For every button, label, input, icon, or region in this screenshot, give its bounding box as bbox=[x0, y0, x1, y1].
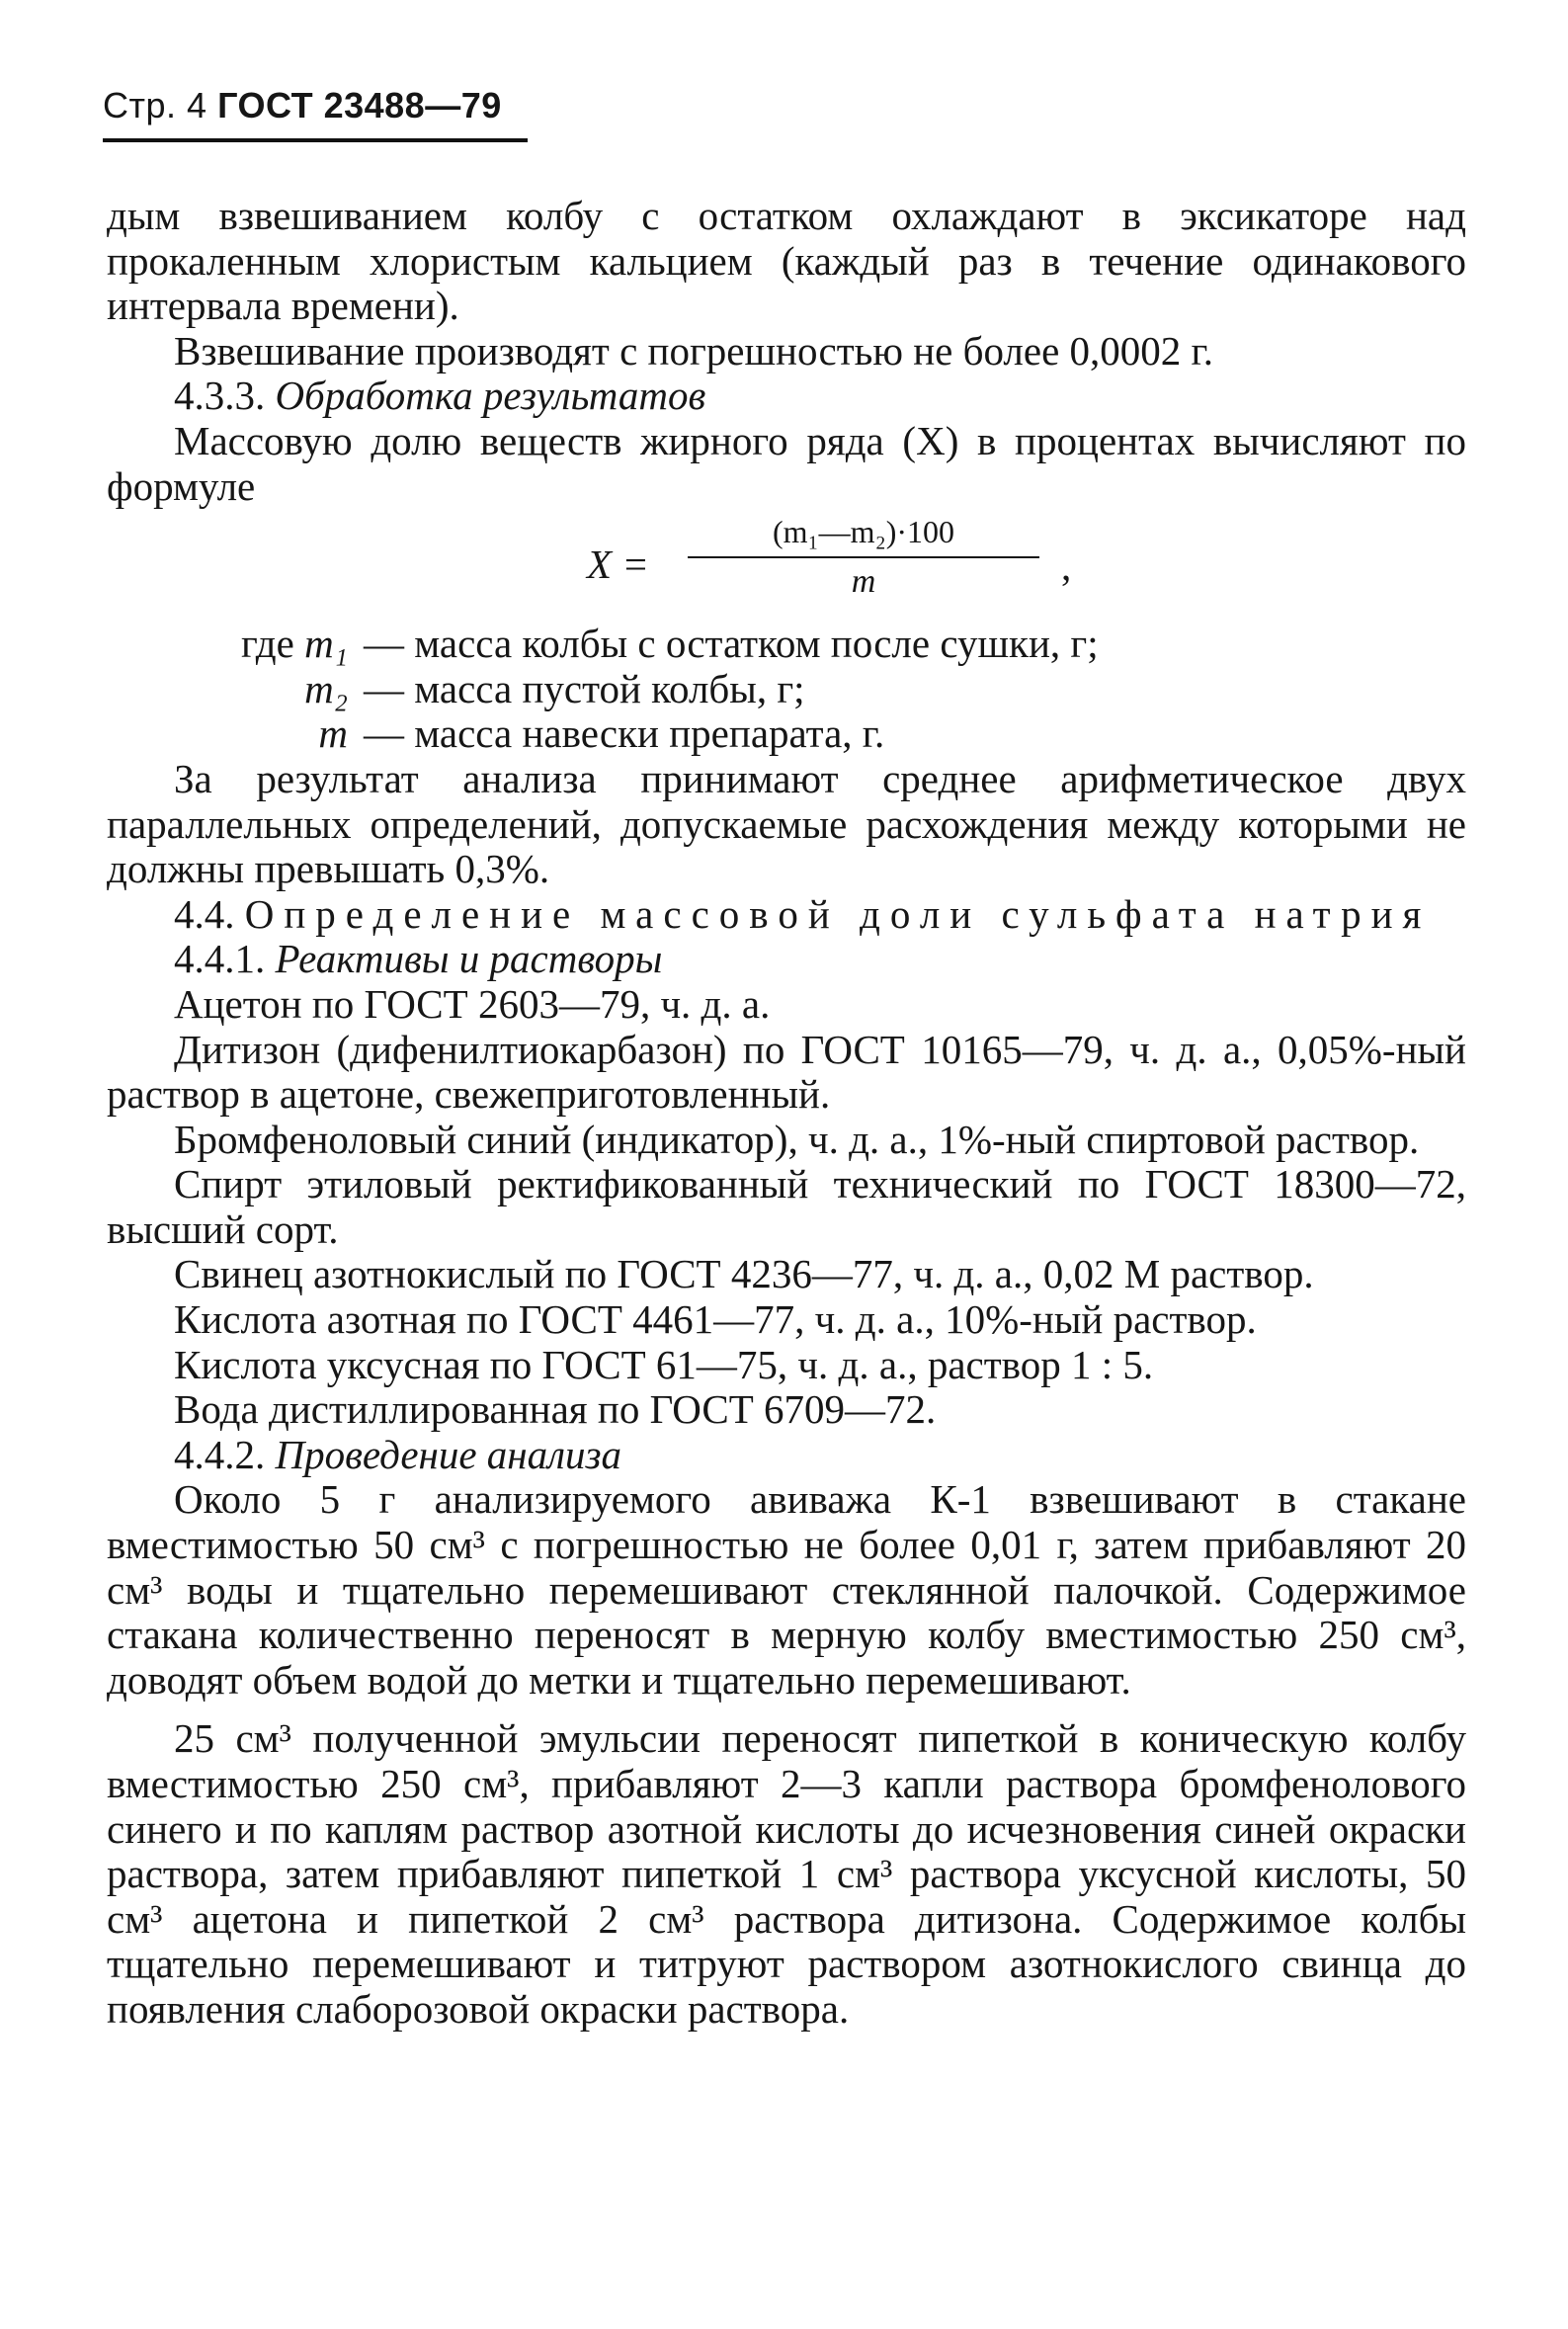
standard-number: ГОСТ 23488—79 bbox=[217, 85, 502, 125]
legend-row bbox=[107, 667, 1466, 712]
legend-lead: где bbox=[241, 621, 294, 667]
fraction-bar bbox=[688, 556, 1039, 558]
legend-symbol: m bbox=[318, 710, 348, 757]
document-body bbox=[107, 194, 1466, 2033]
reagent-dithizone: Дитизон (дифенилтиокарбазон) по ГОСТ 10165—79, ч. д. а., 0,05%-ный раствор в ацетоне, свежеприготовленный. bbox=[107, 1026, 1466, 1118]
reagent-lead-nitrate: Свинец азотнокислый по ГОСТ 4236—77, ч. д. а., 0,02 М раствор. bbox=[174, 1251, 1314, 1297]
page-number: Стр. 4 bbox=[103, 85, 207, 125]
section-title: Обработка результатов bbox=[275, 373, 706, 419]
paragraph-weighing-accuracy: Взвешивание производят с погрешностью не более 0,0002 г. bbox=[174, 327, 1213, 374]
paragraph-continuation: дым взвешиванием колбу с остатком охлаждают в эксикаторе над прокаленным хлористым кальцием (каждый раз в течение одинакового интервала времени). bbox=[107, 193, 1466, 329]
reagent-ethyl-alcohol: Спирт этиловый ректификованный технический по ГОСТ 18300—72, высший сорт. bbox=[107, 1161, 1466, 1252]
section-number: 4.4. bbox=[174, 890, 235, 937]
section-number: 4.4.1. bbox=[174, 936, 266, 982]
paragraph-titration: 25 см³ полученной эмульсии переносят пипеткой в коническую колбу вместимостью 250 см³, прибавляют 2—3 капли раствора бромфенолового синего и по каплям раствор азотной кислоты до исчезновения синей окраски раствора, затем прибавляют пипеткой 1 см³ раствора уксусной кислоты, 50 см³ ацетона и пипеткой 2 см³ раствора дитизона. Содержимое колбы тщательно перемешивают и титруют раствором азотнокислого свинца до появления слаборозовой окраски раствора. bbox=[107, 1715, 1466, 2032]
section-heading-4-4-2 bbox=[107, 1433, 1466, 1478]
legend-text: — масса пустой колбы, г; bbox=[364, 665, 805, 711]
reagent-acetic-acid: Кислота уксусная по ГОСТ 61—75, ч. д. а., раствор 1 : 5. bbox=[174, 1341, 1154, 1387]
section-heading-4-4-1 bbox=[107, 937, 1466, 982]
formula-mass-fraction bbox=[107, 513, 1466, 616]
reagent-acetone: Ацетон по ГОСТ 2603—79, ч. д. а. bbox=[174, 980, 771, 1027]
formula-denominator: m bbox=[851, 563, 876, 601]
legend-text: — масса колбы с остатком после сушки, г; bbox=[364, 621, 1099, 667]
legend-symbol: m₁ bbox=[304, 621, 348, 667]
reagent-nitric-acid: Кислота азотная по ГОСТ 4461—77, ч. д. а., 10%-ный раствор. bbox=[174, 1296, 1257, 1343]
legend-row bbox=[107, 622, 1466, 667]
legend-text: — масса навески препарата, г. bbox=[364, 710, 885, 757]
section-title: Определение массовой доли сульфата натрия bbox=[244, 890, 1432, 937]
legend-row bbox=[107, 711, 1466, 757]
paragraph-sample-preparation: Около 5 г анализируемого авиважа К-1 взвешивают в стакане вместимостью 50 см³ с погрешностью не более 0,01 г, затем прибавляют 20 см³ воды и тщательно перемешивают стеклянной палочкой. Содержимое стакана количественно переносят в мерную колбу вместимостью 250 см³, доводят объем водой до метки и тщательно перемешивают. bbox=[107, 1476, 1466, 1703]
section-title: Реактивы и растворы bbox=[275, 936, 663, 982]
reagent-distilled-water: Вода дистиллированная по ГОСТ 6709—72. bbox=[174, 1386, 937, 1433]
section-title: Проведение анализа bbox=[275, 1431, 622, 1477]
page-header bbox=[103, 85, 528, 142]
formula-legend bbox=[107, 622, 1466, 757]
formula-lhs: X = bbox=[587, 541, 649, 588]
legend-symbol: m₂ bbox=[304, 665, 348, 711]
paragraph-result: За результат анализа принимают среднее арифметическое двух параллельных определений, допускаемые расхождения между которыми не должны превышать 0,3%. bbox=[107, 755, 1466, 892]
section-heading-4-3-3 bbox=[107, 374, 1466, 419]
formula-trailing-comma: , bbox=[1061, 543, 1072, 590]
section-number: 4.3.3. bbox=[174, 373, 266, 419]
formula-numerator: (m₁—m₂)·100 bbox=[772, 514, 955, 550]
paragraph-formula-intro: Массовую долю веществ жирного ряда (X) в процентах вычисляют по формуле bbox=[107, 417, 1466, 509]
section-number: 4.4.2. bbox=[174, 1431, 266, 1477]
reagent-bromophenol-blue: Бромфеноловый синий (индикатор), ч. д. а., 1%-ный спиртовой раствор. bbox=[174, 1116, 1420, 1162]
section-heading-4-4 bbox=[107, 892, 1466, 938]
